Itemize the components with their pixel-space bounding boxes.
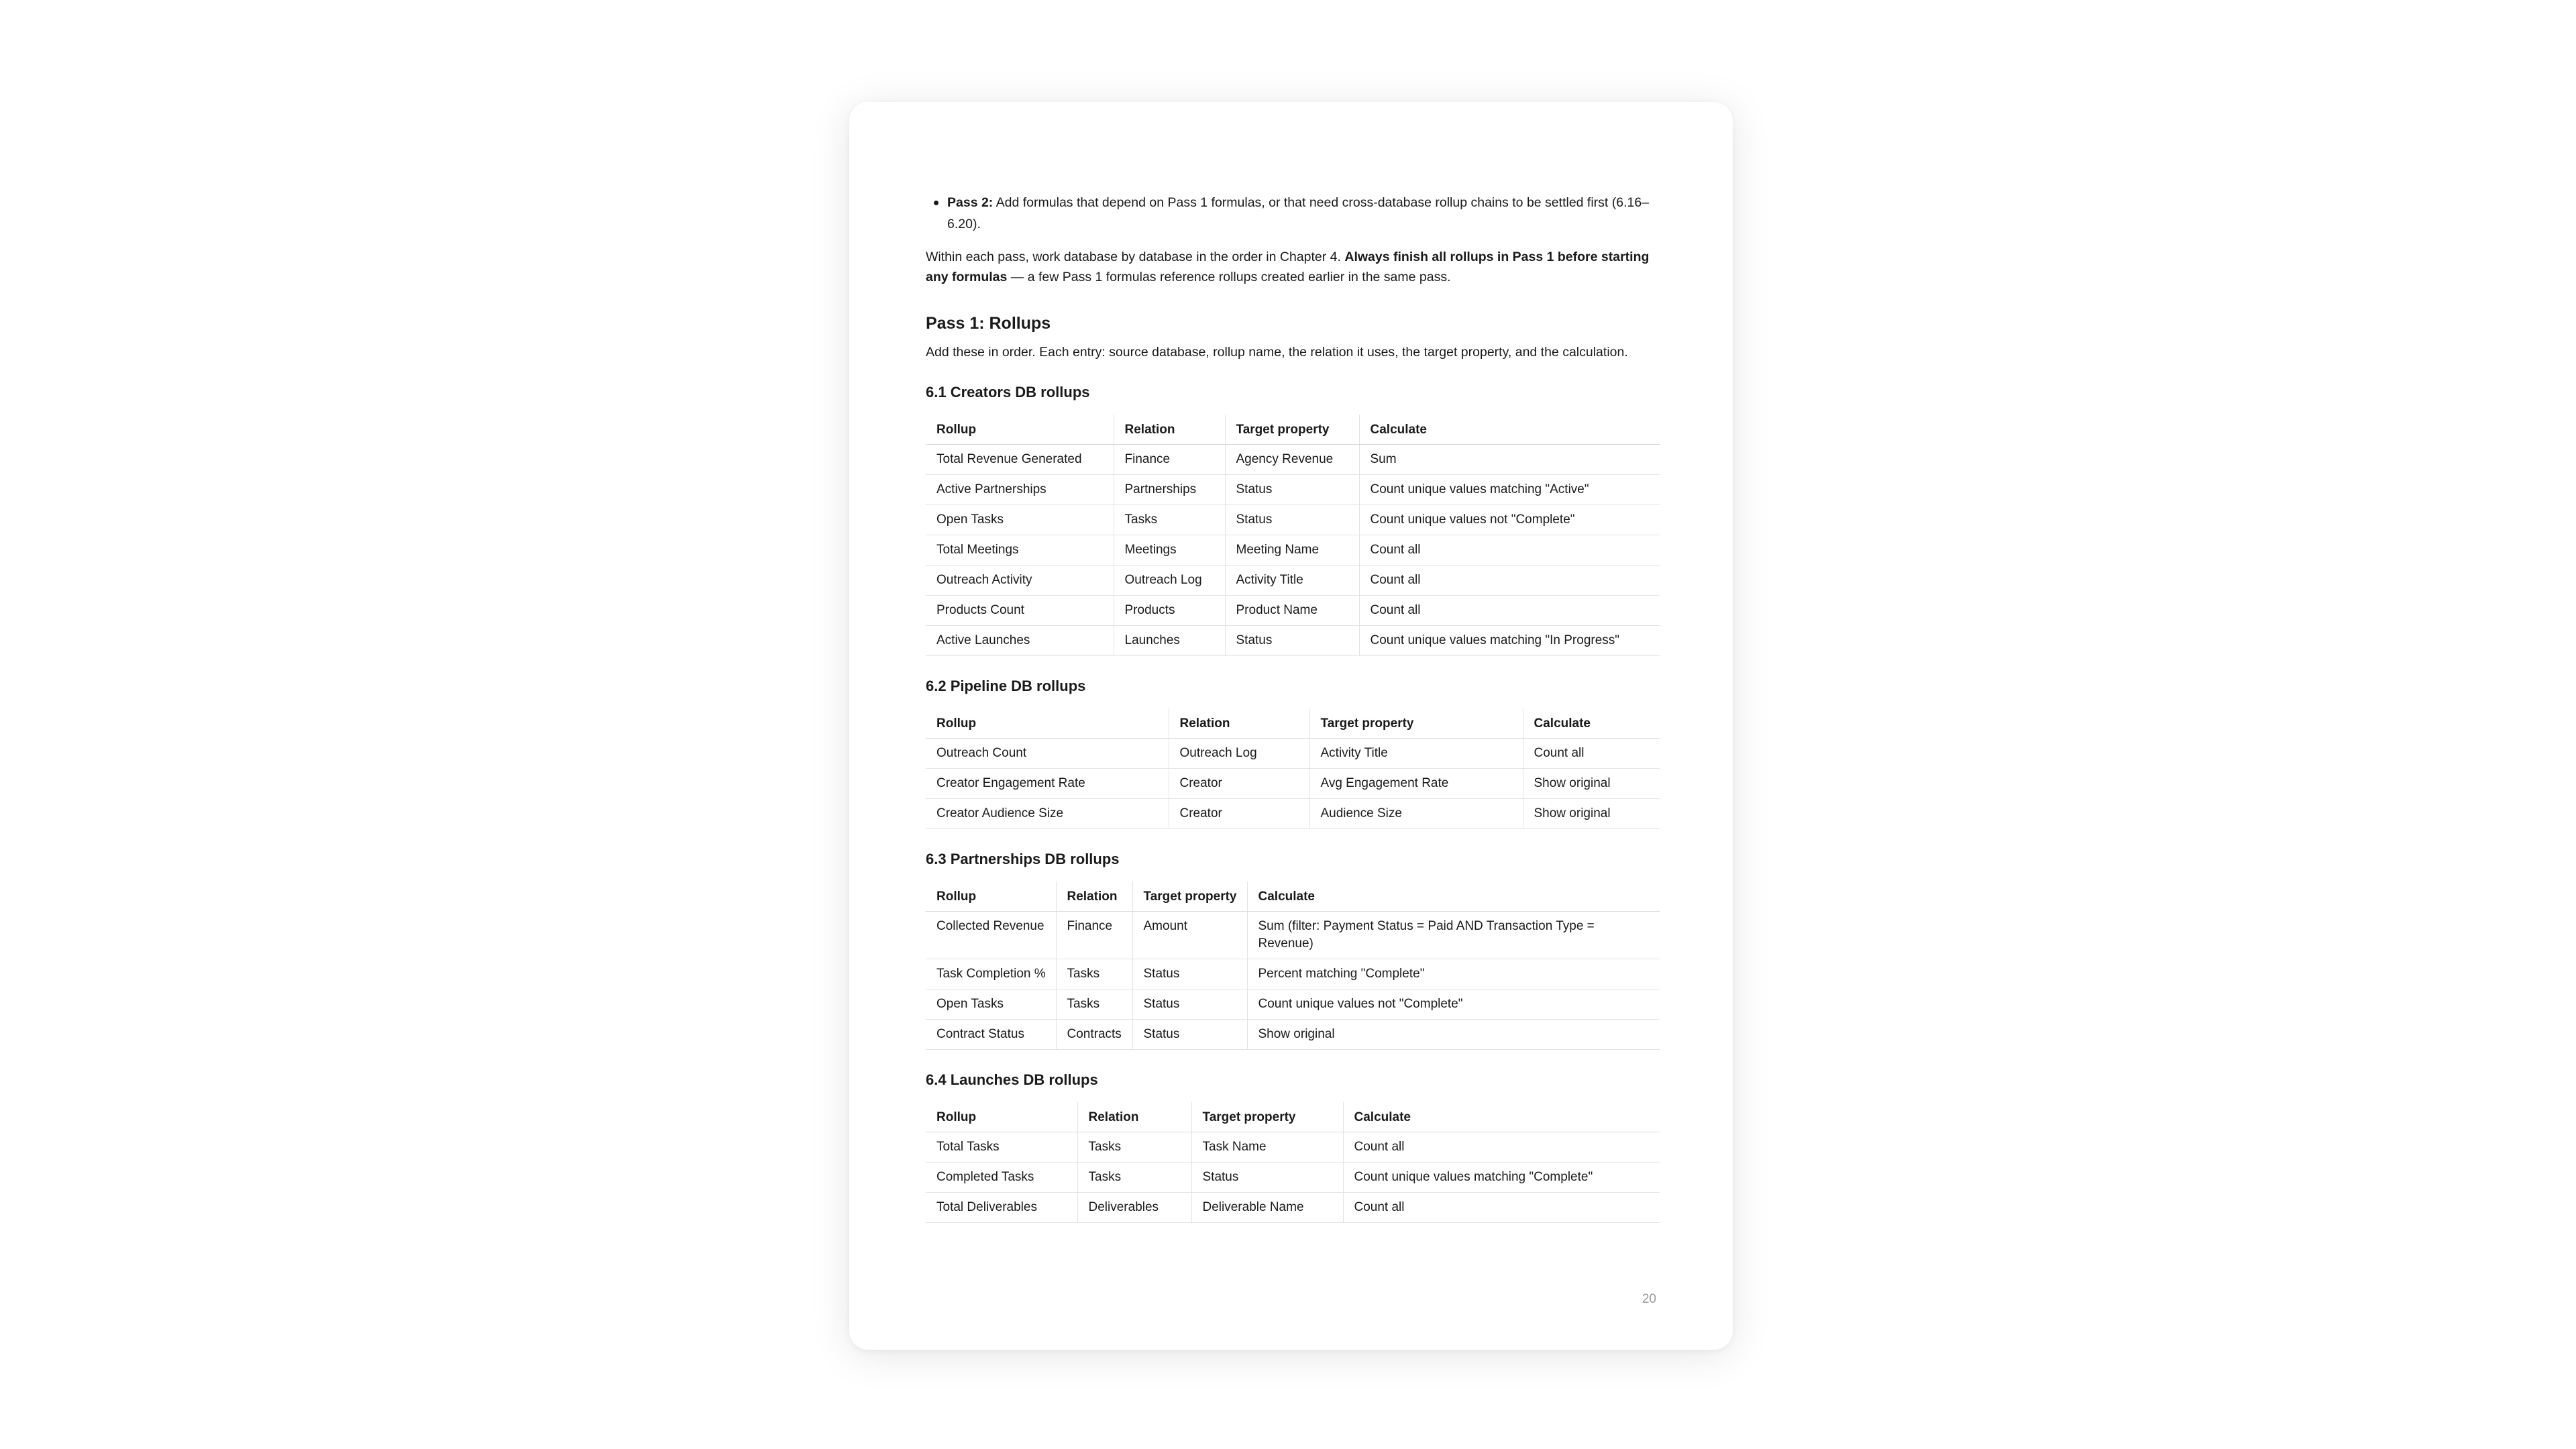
cell-calculate: Count unique values not "Complete" <box>1359 505 1660 535</box>
table-row <box>926 769 1660 799</box>
col-header-rollup: Rollup <box>926 881 1056 912</box>
table-title-launches: 6.4 Launches DB rollups <box>926 1071 1098 1088</box>
table-partnerships-rollups <box>926 881 1660 1050</box>
col-header-target-property: Target property <box>1132 881 1247 912</box>
cell-target-property: Meeting Name <box>1225 535 1359 566</box>
table-creators-rollups <box>926 415 1660 656</box>
cell-rollup: Outreach Count <box>926 739 1169 769</box>
col-header-rollup: Rollup <box>926 415 1114 445</box>
table-row <box>926 535 1660 566</box>
table-row <box>926 1163 1660 1193</box>
cell-calculate: Count unique values not "Complete" <box>1247 989 1660 1020</box>
page-content <box>926 192 1664 1223</box>
table-title-creators: 6.1 Creators DB rollups <box>926 384 1090 400</box>
col-header-target-property: Target property <box>1191 1102 1343 1132</box>
cell-calculate: Show original <box>1523 799 1660 829</box>
cell-target-property: Amount <box>1132 912 1247 959</box>
paragraph-start: Within each pass, work database by database in the order in Chapter 4. <box>926 250 1345 264</box>
bullet-list <box>926 192 1664 235</box>
cell-relation: Creator <box>1169 769 1309 799</box>
cell-relation: Contracts <box>1056 1020 1132 1050</box>
col-header-target-property: Target property <box>1225 415 1359 445</box>
cell-calculate: Count unique values matching "Complete" <box>1343 1163 1660 1193</box>
cell-relation: Finance <box>1114 445 1225 475</box>
cell-rollup: Active Partnerships <box>926 475 1114 505</box>
cell-rollup: Contract Status <box>926 1020 1056 1050</box>
cell-relation: Deliverables <box>1077 1193 1191 1223</box>
table-header-row <box>926 415 1660 445</box>
paragraph-bold: Always finish all rollups in Pass 1 before starting any formulas <box>926 250 1650 284</box>
cell-relation: Tasks <box>1077 1132 1191 1163</box>
table-row <box>926 1132 1660 1163</box>
cell-calculate: Count all <box>1343 1193 1660 1223</box>
cell-relation: Tasks <box>1077 1163 1191 1193</box>
cell-relation: Meetings <box>1114 535 1225 566</box>
cell-rollup: Products Count <box>926 596 1114 626</box>
cell-relation: Tasks <box>1114 505 1225 535</box>
cell-target-property: Status <box>1132 959 1247 989</box>
cell-calculate: Count all <box>1359 596 1660 626</box>
table-row <box>926 959 1660 989</box>
table-row <box>926 1020 1660 1050</box>
cell-calculate: Percent matching "Complete" <box>1247 959 1660 989</box>
cell-target-property: Status <box>1225 505 1359 535</box>
cell-target-property: Status <box>1225 475 1359 505</box>
cell-target-property: Product Name <box>1225 596 1359 626</box>
table-row <box>926 799 1660 829</box>
cell-rollup: Collected Revenue <box>926 912 1056 959</box>
cell-rollup: Open Tasks <box>926 505 1114 535</box>
cell-relation: Outreach Log <box>1114 566 1225 596</box>
cell-rollup: Total Deliverables <box>926 1193 1077 1223</box>
cell-calculate: Count all <box>1359 566 1660 596</box>
cell-target-property: Agency Revenue <box>1225 445 1359 475</box>
table-row <box>926 445 1660 475</box>
document-page <box>849 102 1733 1350</box>
cell-rollup: Outreach Activity <box>926 566 1114 596</box>
cell-rollup: Completed Tasks <box>926 1163 1077 1193</box>
cell-relation: Launches <box>1114 626 1225 656</box>
cell-target-property: Status <box>1132 989 1247 1020</box>
table-row <box>926 505 1660 535</box>
cell-calculate: Count unique values matching "In Progress" <box>1359 626 1660 656</box>
table-row <box>926 626 1660 656</box>
cell-rollup: Active Launches <box>926 626 1114 656</box>
cell-relation: Tasks <box>1056 959 1132 989</box>
section-title: Pass 1: Rollups <box>926 314 1051 333</box>
table-row <box>926 912 1660 959</box>
cell-calculate: Show original <box>1523 769 1660 799</box>
cell-relation: Products <box>1114 596 1225 626</box>
cell-relation: Outreach Log <box>1169 739 1309 769</box>
col-header-target-property: Target property <box>1309 708 1523 739</box>
cell-rollup: Total Meetings <box>926 535 1114 566</box>
cell-calculate: Count all <box>1523 739 1660 769</box>
pass-2-text: Add formulas that depend on Pass 1 formulas, or that need cross-database rollup chains to be settled first (6.16–6.20). <box>947 195 1650 231</box>
cell-rollup: Task Completion % <box>926 959 1056 989</box>
cell-relation: Partnerships <box>1114 475 1225 505</box>
cell-target-property: Status <box>1225 626 1359 656</box>
table-row <box>926 1193 1660 1223</box>
bullet-pass-2 <box>926 192 1664 235</box>
cell-relation: Tasks <box>1056 989 1132 1020</box>
col-header-relation: Relation <box>1056 881 1132 912</box>
page-number: 20 <box>1642 1292 1656 1306</box>
table-launches-rollups <box>926 1102 1660 1223</box>
cell-rollup: Creator Audience Size <box>926 799 1169 829</box>
cell-relation: Creator <box>1169 799 1309 829</box>
paragraph-end: — a few Pass 1 formulas reference rollups created earlier in the same pass. <box>1007 270 1451 284</box>
col-header-relation: Relation <box>1077 1102 1191 1132</box>
col-header-calculate: Calculate <box>1343 1102 1660 1132</box>
table-header-row <box>926 1102 1660 1132</box>
cell-calculate: Count all <box>1359 535 1660 566</box>
col-header-calculate: Calculate <box>1359 415 1660 445</box>
cell-calculate: Count all <box>1343 1132 1660 1163</box>
table-row <box>926 596 1660 626</box>
col-header-rollup: Rollup <box>926 708 1169 739</box>
section-intro: Add these in order. Each entry: source database, rollup name, the relation it uses, the target property, and the calculation. <box>926 345 1628 360</box>
cell-target-property: Avg Engagement Rate <box>1309 769 1523 799</box>
cell-target-property: Status <box>1132 1020 1247 1050</box>
cell-rollup: Open Tasks <box>926 989 1056 1020</box>
cell-target-property: Audience Size <box>1309 799 1523 829</box>
col-header-relation: Relation <box>1114 415 1225 445</box>
table-header-row <box>926 708 1660 739</box>
instruction-paragraph <box>926 247 1664 287</box>
cell-rollup: Total Revenue Generated <box>926 445 1114 475</box>
cell-calculate: Sum (filter: Payment Status = Paid AND Transaction Type = Revenue) <box>1247 912 1660 959</box>
cell-relation: Finance <box>1056 912 1132 959</box>
col-header-rollup: Rollup <box>926 1102 1077 1132</box>
table-row <box>926 566 1660 596</box>
table-title-partnerships: 6.3 Partnerships DB rollups <box>926 851 1120 867</box>
cell-rollup: Creator Engagement Rate <box>926 769 1169 799</box>
table-row <box>926 739 1660 769</box>
table-header-row <box>926 881 1660 912</box>
cell-calculate: Count unique values matching "Active" <box>1359 475 1660 505</box>
cell-rollup: Total Tasks <box>926 1132 1077 1163</box>
table-row <box>926 475 1660 505</box>
table-title-pipeline: 6.2 Pipeline DB rollups <box>926 678 1086 694</box>
pass-2-label: Pass 2: <box>947 195 994 210</box>
cell-target-property: Activity Title <box>1309 739 1523 769</box>
table-pipeline-rollups <box>926 708 1660 829</box>
cell-target-property: Deliverable Name <box>1191 1193 1343 1223</box>
table-row <box>926 989 1660 1020</box>
cell-target-property: Task Name <box>1191 1132 1343 1163</box>
cell-target-property: Status <box>1191 1163 1343 1193</box>
cell-target-property: Activity Title <box>1225 566 1359 596</box>
cell-calculate: Show original <box>1247 1020 1660 1050</box>
col-header-calculate: Calculate <box>1523 708 1660 739</box>
col-header-calculate: Calculate <box>1247 881 1660 912</box>
col-header-relation: Relation <box>1169 708 1309 739</box>
cell-calculate: Sum <box>1359 445 1660 475</box>
